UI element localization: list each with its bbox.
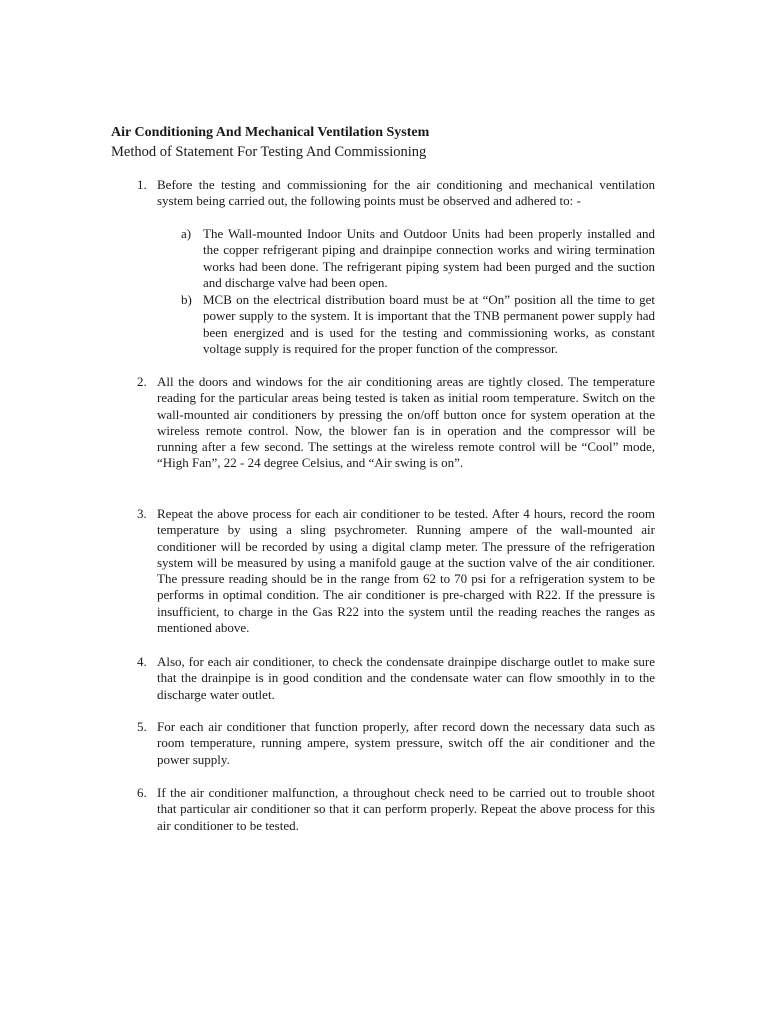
- item-text: Before the testing and commissioning for the air conditioning and mechanical ventilation system being carried out, the following points must be observed and adhered to: -: [157, 177, 655, 209]
- item-number: 2.: [137, 374, 147, 389]
- item-text: All the doors and windows for the air conditioning areas are tightly closed. The temperature reading for the particular areas being tested is taken as initial room temperature. Switch on the wall-mounted air conditioners by pressing the on/off button once for system operation at the wireless remote control. Now, the blower fan is in operation and the compressor will be running after a few second. The settings at the wireless remote control will be “Cool” mode, “High Fan”, 22 - 24 degree Celsius, and “Air swing is on”.: [157, 374, 655, 471]
- item-text: If the air conditioner malfunction, a throughout check need to be carried out to trouble shoot that particular air conditioner so that it can perform properly. Repeat the above process for this air conditioner to be tested.: [157, 785, 655, 833]
- subitem-label: a): [181, 226, 192, 241]
- item-number: 4.: [137, 654, 147, 669]
- document-title: Air Conditioning And Mechanical Ventilation System: [111, 125, 430, 140]
- item-number: 3.: [137, 506, 147, 521]
- item-text: For each air conditioner that function properly, after record down the necessary data such as room temperature, running ampere, system pressure, switch off the air conditioner and the power supply.: [157, 719, 655, 767]
- item-number: 5.: [137, 719, 147, 734]
- subitem-text: MCB on the electrical distribution board must be at “On” position all the time to get power supply to the system. It is important that the TNB permanent power supply had been energized and is used for the testing and commissioning works, as constant voltage supply is required for the proper function of the compressor.: [203, 292, 655, 356]
- item-number: 6.: [137, 785, 147, 800]
- subitem-label: b): [181, 292, 192, 307]
- item-number: 1.: [137, 177, 147, 192]
- item-text: Repeat the above process for each air conditioner to be tested. After 4 hours, record the room temperature by using a sling psychrometer. Running ampere of the wall-mounted air conditioner will be recorded by using a digital clamp meter. The pressure of the refrigeration system will be measured by using a manifold gauge at the suction valve of the air conditioner. The pressure reading should be in the range from 62 to 70 psi for a refrigeration system to be performs in optimal condition. The air conditioner is pre-charged with R22. If the pressure is insufficient, to charge in the Gas R22 into the system until the reading reaches the ranges as mentioned above.: [157, 506, 655, 636]
- document-subtitle: Method of Statement For Testing And Commissioning: [111, 144, 427, 160]
- item-text: Also, for each air conditioner, to check the condensate drainpipe discharge outlet to make sure that the drainpipe is in good condition and the condensate water can flow smoothly in to the discharge water outlet.: [157, 654, 655, 702]
- subitem-text: The Wall-mounted Indoor Units and Outdoor Units had been properly installed and the copper refrigerant piping and drainpipe connection works and wiring termination works had been done. The refrigerant piping system had been purged and the suction and discharge valve had been open.: [203, 226, 655, 290]
